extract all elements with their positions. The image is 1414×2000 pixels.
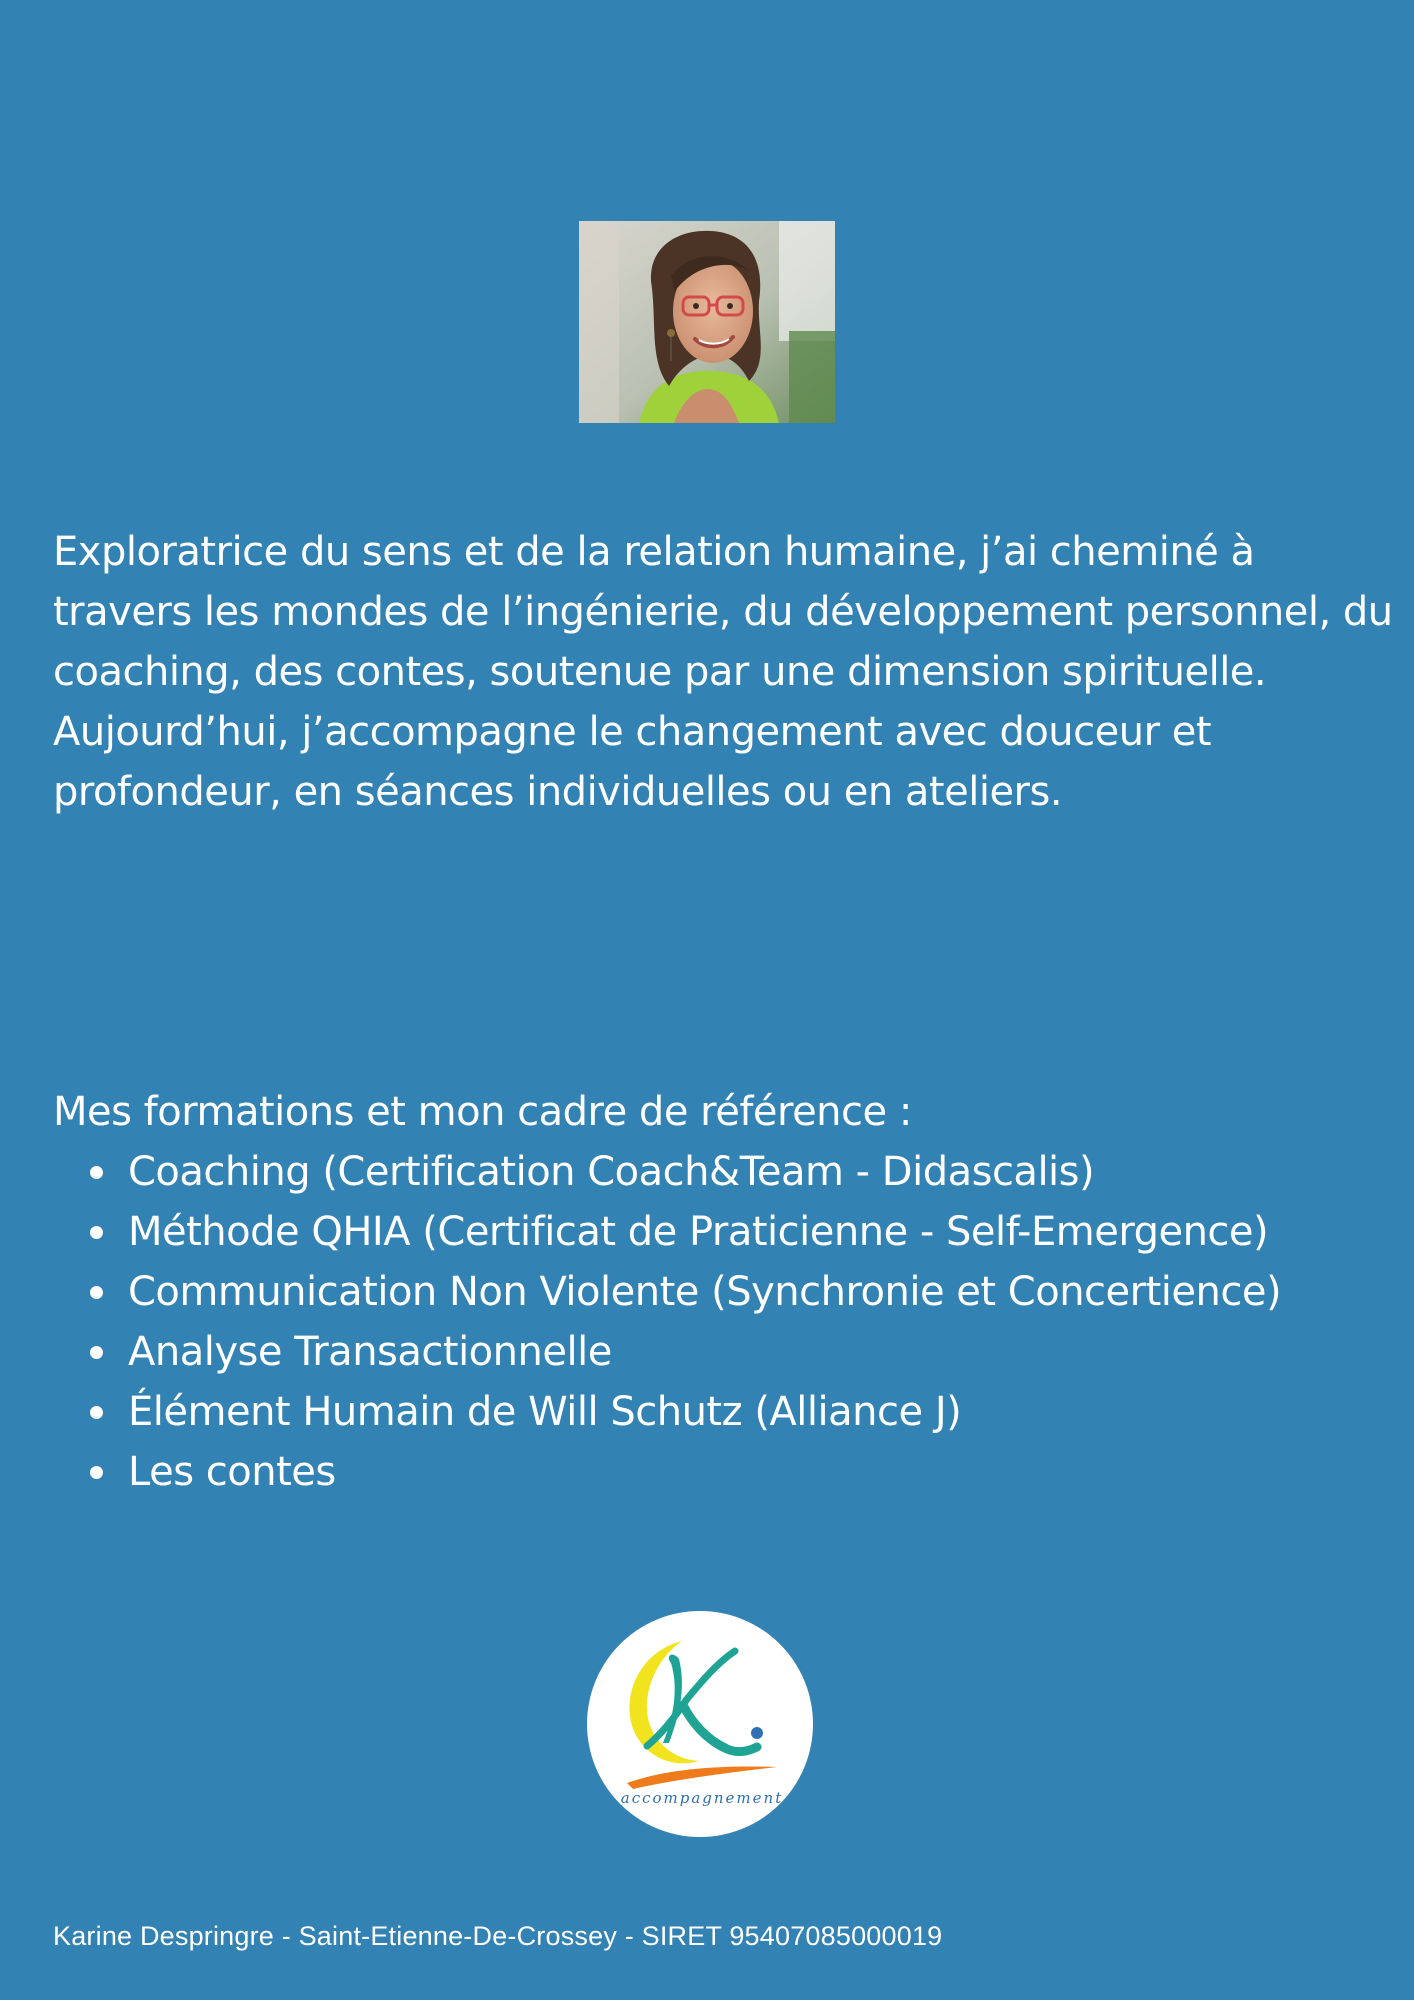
bullet-icon [90, 1466, 103, 1479]
logo-text: accompagnement [620, 1789, 784, 1807]
list-item [53, 1442, 1393, 1502]
list-item [53, 1142, 1393, 1202]
bullet-icon [90, 1346, 103, 1359]
portrait-photo-icon [579, 221, 835, 423]
formations-list [53, 1142, 1393, 1502]
intro-paragraph: Exploratrice du sens et de la relation humaine, j’ai cheminé à travers les mondes de l’ingénierie, du développement personnel, du coaching, des contes, soutenue par une dimension spirituelle. Aujourd’hui, j’accompagne le changement avec douceur et profondeur, en séances individuelles ou en ateliers. [53, 529, 1393, 815]
list-item-label: Méthode QHIA (Certificat de Praticienne - Self-Emergence) [128, 1209, 1269, 1255]
list-item-label: Coaching (Certification Coach&Team - Didascalis) [128, 1149, 1095, 1195]
formations-section [53, 1082, 1393, 1502]
footer-text: Karine Despringre - Saint-Etienne-De-Crossey - SIRET 95407085000019 [53, 1921, 943, 1951]
list-item [53, 1382, 1393, 1442]
bullet-icon [90, 1166, 103, 1179]
list-item-label: Analyse Transactionnelle [128, 1329, 612, 1375]
bullet-icon [90, 1226, 103, 1239]
formations-title: Mes formations et mon cadre de référence : [53, 1089, 912, 1135]
list-item-label: Élément Humain de Will Schutz (Alliance J) [128, 1389, 962, 1435]
bullet-icon [90, 1286, 103, 1299]
list-item [53, 1322, 1393, 1382]
bullet-icon [90, 1406, 103, 1419]
list-item-label: Communication Non Violente (Synchronie et Concertience) [128, 1269, 1282, 1315]
k-accompagnement-logo-icon [587, 1611, 813, 1837]
list-item-label: Les contes [128, 1449, 336, 1495]
list-item [53, 1202, 1393, 1262]
list-item [53, 1262, 1393, 1322]
